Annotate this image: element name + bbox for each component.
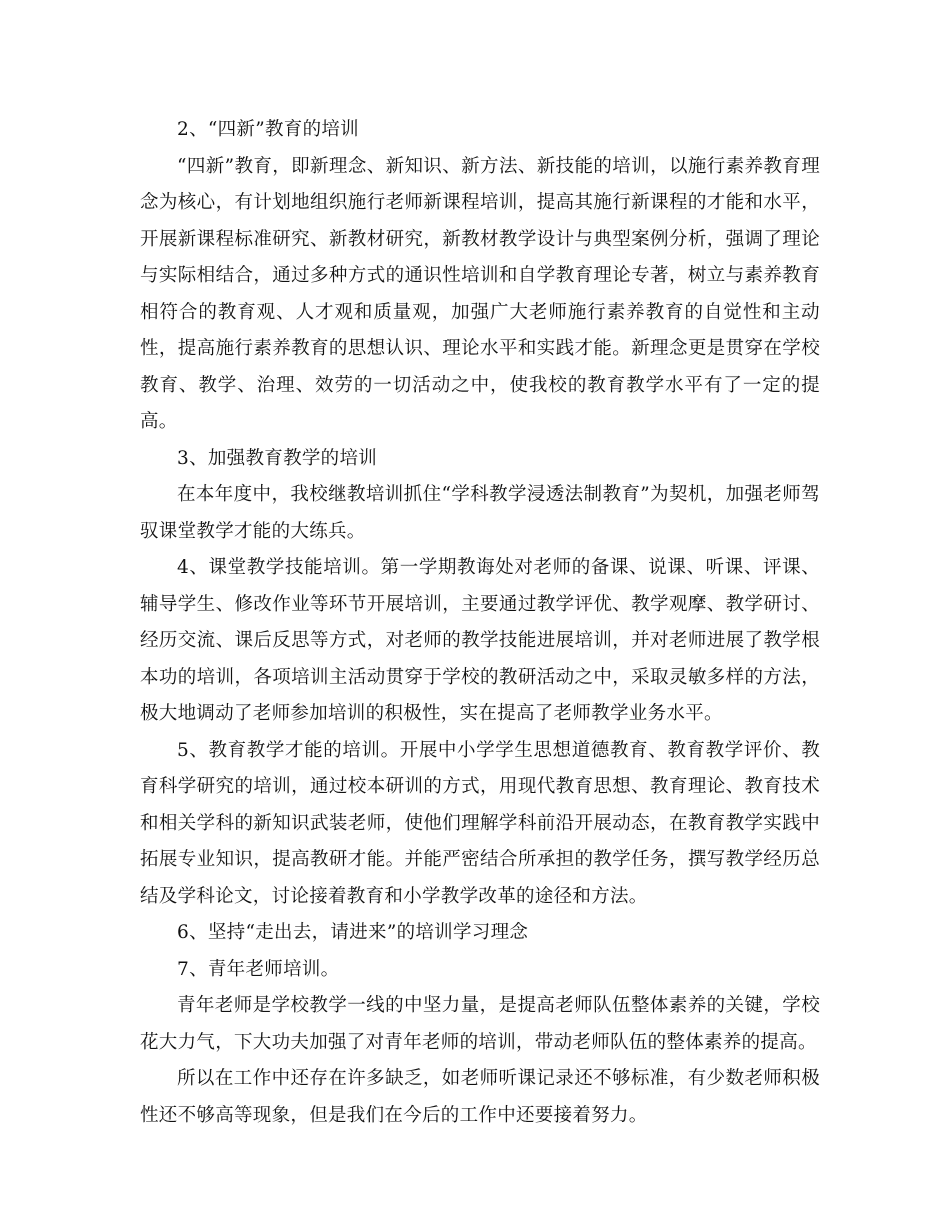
paragraph-classroom-skills: 4、课堂教学技能培训。第一学期教诲处对老师的备课、说课、听课、评课、辅导学生、修改作业等环节开展培训，主要通过教学评优、教学观摩、教学研讨、经历交流、课后反思等方式，对老师的教学技能进展培训，并对老师进展了教学根本功的培训，各项培训主活动贯穿于学校的教研活动之中，采取灵敏多样的方法，极大地调动了老师参加培训的积极性，实在提高了老师教学业务水平。 [140, 557, 820, 724]
paragraph-shortcomings: 所以在工作中还存在许多缺乏，如老师听课记录还不够标准，有少数老师积极性还不够高等现象，但是我们在今后的工作中还要接着努力。 [140, 1068, 820, 1126]
paragraph-annual-training: 在本年度中，我校继教培训抓住“学科教学浸透法制教育”为契机，加强老师驾驭课堂教学才能的大练兵。 [140, 484, 820, 542]
heading-young-teacher-training: 7、青年老师培训。 [177, 958, 340, 980]
heading-four-new-training: 2、“四新”教育的培训 [177, 119, 359, 140]
paragraph-young-teachers: 青年老师是学校教学一线的中坚力量，是提高老师队伍整体素养的关键，学校花大力气，下大功夫加强了对青年老师的培训，带动老师队伍的整体素养的提高。 [140, 995, 820, 1053]
document-body [140, 112, 820, 1134]
heading-teaching-training: 3、加强教育教学的培训 [177, 447, 378, 469]
paragraph-teaching-ability: 5、教育教学才能的培训。开展中小学学生思想道德教育、教育教学评价、教育科学研究的培训，通过校本研训的方式，用现代教育思想、教育理论、教育技术和相关学科的新知识武装老师，使他们理解学科前沿开展动态，在教育教学实践中拓展专业知识，提高教研才能。并能严密结合所承担的教学任务，撰写教学经历总结及学科论文，讨论接着教育和小学教学改革的途径和方法。 [140, 739, 820, 907]
heading-go-out-invite-in: 6、坚持“走出去，请进来”的培训学习理念 [177, 922, 529, 943]
paragraph-four-new-description: “四新”教育，即新理念、新知识、新方法、新技能的培训，以施行素养教育理念为核心，有计划地组织施行老师新课程培训，提高其施行新课程的才能和水平，开展新课程标准研究、新教材研究，新教材教学设计与典型案例分析，强调了理论与实际相结合，通过多种方式的通识性培训和自学教育理论专著，树立与素养教育相符合的教育观、人才观和质量观，加强广大老师施行素养教育的自觉性和主动性，提高施行素养教育的思想认识、理论水平和实践才能。新理念更是贯穿在学校教育、教学、治理、效劳的一切活动之中，使我校的教育教学水平有了一定的提高。 [140, 155, 820, 432]
